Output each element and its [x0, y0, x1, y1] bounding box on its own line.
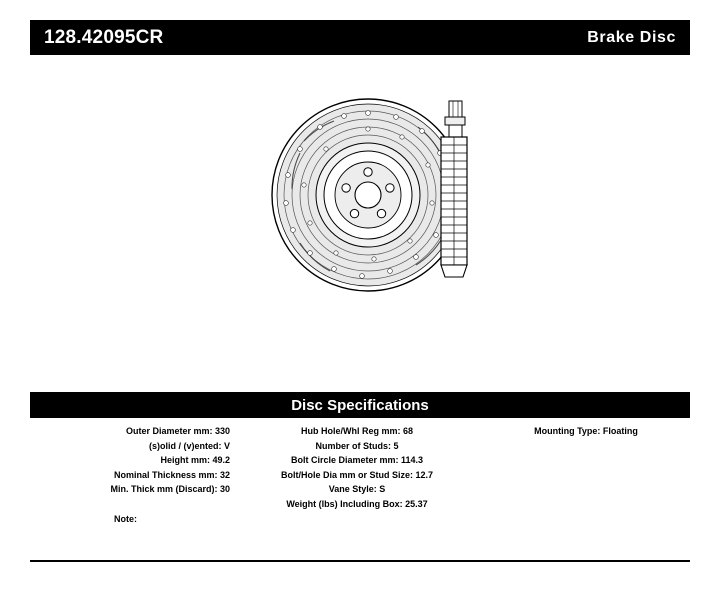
spec-item: Vane Style: S: [328, 484, 386, 494]
footer-divider: [30, 560, 690, 562]
spec-column-right: [482, 424, 690, 439]
spec-column-left: [30, 424, 230, 497]
header-bar: [30, 20, 690, 55]
note-label: Note:: [114, 514, 137, 524]
spec-title: Disc Specifications: [291, 396, 429, 414]
spec-item: Weight (lbs) Including Box: 25.37: [286, 498, 428, 509]
product-type: Brake Disc: [587, 28, 676, 46]
spec-item: Nominal Thickness mm: 32: [113, 469, 230, 480]
spec-item: Hub Hole/Whl Reg mm: 68: [300, 426, 413, 436]
brake-disc-edge-icon: [425, 95, 485, 295]
spec-item: (s)olid / (v)ented: V: [149, 440, 230, 451]
spec-item: Bolt Circle Diameter mm: 114.3: [290, 455, 424, 465]
part-number: 128.42095CR: [44, 26, 164, 48]
spec-title-bar: [30, 392, 690, 418]
spec-item: Outer Diameter mm: 330: [125, 426, 230, 436]
spec-item: Number of Studs: 5: [315, 440, 399, 451]
spec-item: Height mm: 49.2: [160, 455, 230, 465]
spec-body: [30, 424, 690, 534]
spec-item: Bolt/Hole Dia mm or Stud Size: 12.7: [280, 469, 434, 480]
spec-item: Min. Thick mm (Discard): 30: [110, 484, 230, 494]
product-illustration: [30, 60, 690, 380]
spec-item: Mounting Type: Floating: [534, 426, 638, 436]
spec-column-middle: [242, 424, 472, 511]
